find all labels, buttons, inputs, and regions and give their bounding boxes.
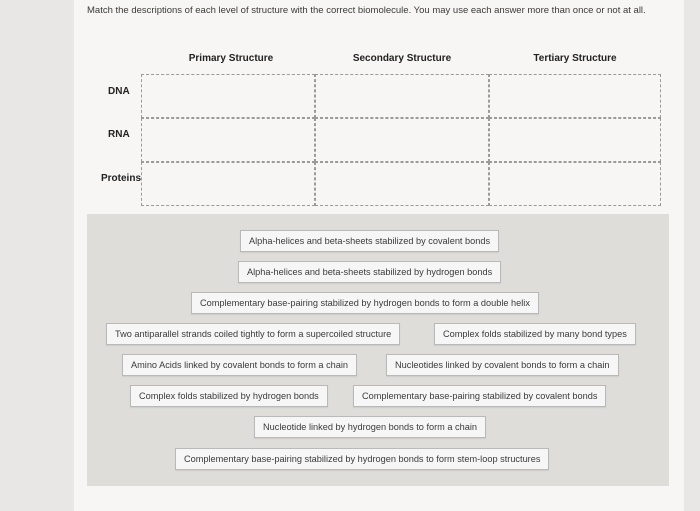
answer-chip[interactable]: Nucleotides linked by covalent bonds to form a chain: [386, 354, 619, 376]
answer-chip[interactable]: Alpha-helices and beta-sheets stabilized by covalent bonds: [240, 230, 499, 252]
answer-chip[interactable]: Complex folds stabilized by many bond types: [434, 323, 636, 345]
column-header-primary: Primary Structure: [188, 53, 274, 64]
drop-cell-proteins-primary[interactable]: [141, 162, 315, 206]
drop-cell-rna-primary[interactable]: [141, 118, 315, 162]
question-instructions: Match the descriptions of each level of structure with the correct biomolecule. You may use each answer more than once or not at all.: [87, 5, 646, 16]
column-header-secondary: Secondary Structure: [352, 53, 452, 64]
drop-cell-rna-tertiary[interactable]: [489, 118, 661, 162]
drop-cell-dna-tertiary[interactable]: [489, 74, 661, 118]
matching-grid: [141, 74, 661, 206]
answer-bank: [87, 214, 669, 486]
answer-chip[interactable]: Complementary base-pairing stabilized by covalent bonds: [353, 385, 606, 407]
row-label-proteins: Proteins: [101, 173, 142, 184]
answer-chip[interactable]: Two antiparallel strands coiled tightly to form a supercoiled structure: [106, 323, 400, 345]
answer-chip[interactable]: Amino Acids linked by covalent bonds to form a chain: [122, 354, 357, 376]
drop-cell-dna-secondary[interactable]: [315, 74, 489, 118]
answer-chip[interactable]: Complex folds stabilized by hydrogen bonds: [130, 385, 328, 407]
answer-chip[interactable]: Complementary base-pairing stabilized by hydrogen bonds to form a double helix: [191, 292, 539, 314]
row-label-dna: DNA: [108, 86, 130, 97]
row-label-rna: RNA: [108, 129, 130, 140]
drop-cell-proteins-secondary[interactable]: [315, 162, 489, 206]
answer-chip[interactable]: Nucleotide linked by hydrogen bonds to form a chain: [254, 416, 486, 438]
drop-cell-dna-primary[interactable]: [141, 74, 315, 118]
column-header-tertiary: Tertiary Structure: [533, 53, 617, 64]
drop-cell-rna-secondary[interactable]: [315, 118, 489, 162]
answer-chip[interactable]: Complementary base-pairing stabilized by hydrogen bonds to form stem-loop structures: [175, 448, 549, 470]
answer-chip[interactable]: Alpha-helices and beta-sheets stabilized by hydrogen bonds: [238, 261, 501, 283]
drop-cell-proteins-tertiary[interactable]: [489, 162, 661, 206]
